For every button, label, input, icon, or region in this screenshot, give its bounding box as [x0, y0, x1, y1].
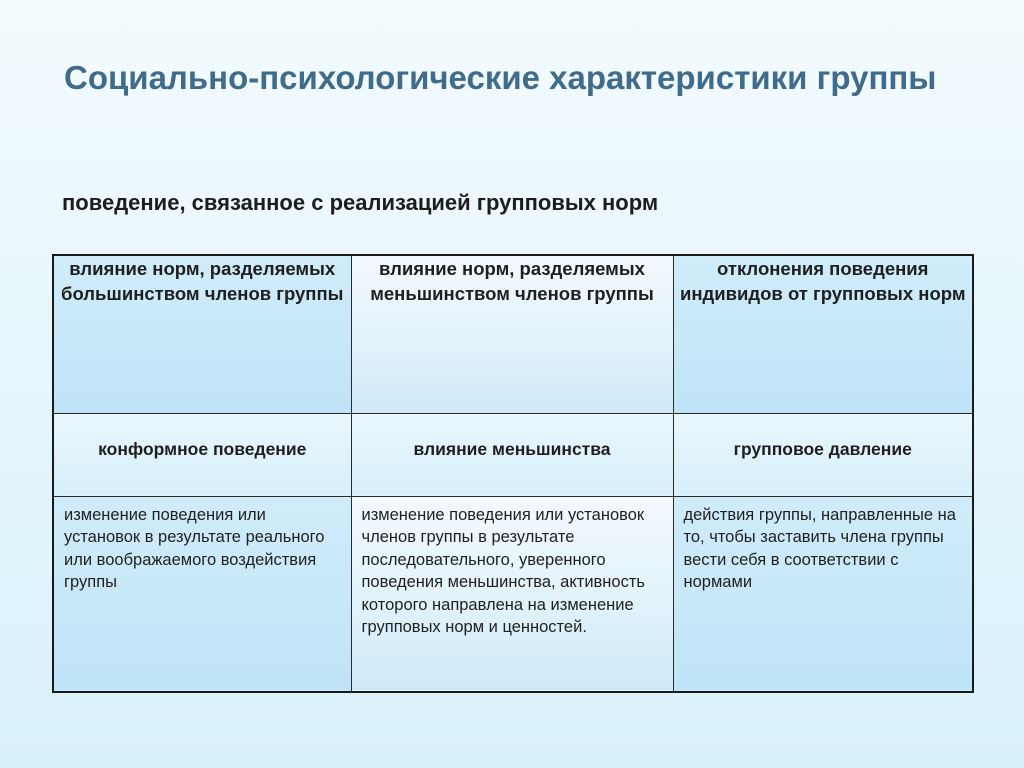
desc-minority-influence: изменение поведения или установок членов группы в результате последовательного, уверенного поведения меньшинства, активность которого направлена на изменение групповых норм и ценностей. — [351, 496, 673, 692]
header-majority: влияние норм, разделяемых большинством членов группы — [53, 255, 351, 413]
type-minority-influence: влияние меньшинства — [351, 413, 673, 496]
table-type-row — [53, 413, 973, 496]
table-description-row — [53, 496, 973, 692]
norms-table — [52, 254, 974, 693]
type-group-pressure: групповое давление — [673, 413, 973, 496]
table-header-row — [53, 255, 973, 413]
slide-subtitle: поведение, связанное с реализацией групповых норм — [62, 190, 659, 215]
slide-title: Социально-психологические характеристики группы — [64, 59, 937, 96]
desc-group-pressure: действия группы, направленные на то, чтобы заставить члена группы вести себя в соответствии с нормами — [673, 496, 973, 692]
desc-conformity: изменение поведения или установок в результате реального или воображаемого воздействия группы — [53, 496, 351, 692]
header-minority: влияние норм, разделяемых меньшинством членов группы — [351, 255, 673, 413]
type-conformity: конформное поведение — [53, 413, 351, 496]
header-deviation: отклонения поведения индивидов от групповых норм — [673, 255, 973, 413]
